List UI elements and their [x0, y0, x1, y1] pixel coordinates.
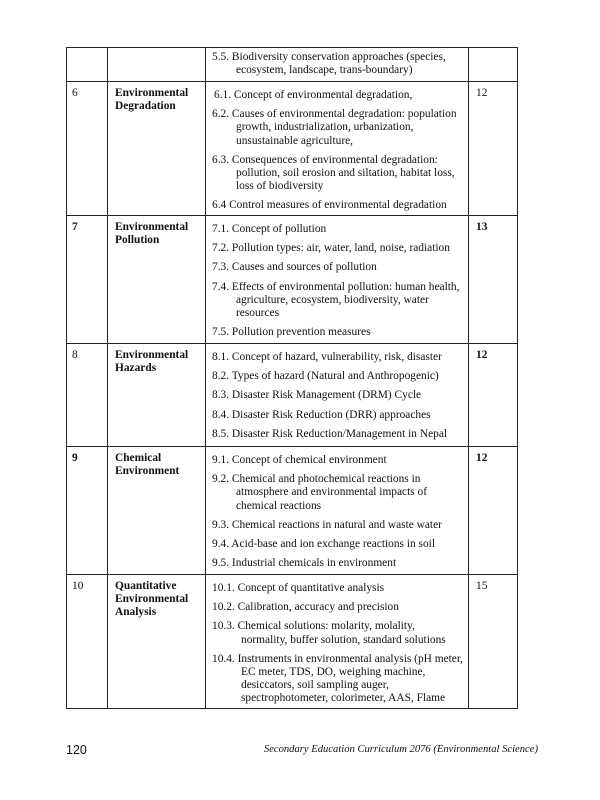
topic-item: 6.1. Concept of environmental degradation, — [214, 89, 413, 101]
unit-number: 9 — [67, 447, 108, 575]
topic-item: 10.3. Chemical solutions: molarity, molality, normality, buffer solution, standard solutions — [212, 620, 446, 646]
topic-item: 9.4. Acid-base and ion exchange reactions in soil — [212, 538, 436, 551]
table-row — [67, 216, 518, 344]
page-number: 120 — [66, 743, 87, 757]
topic-item: 6.3. Consequences of environmental degradation: pollution, soil erosion and siltation, habitat loss, loss of biodiversity — [212, 153, 455, 193]
topic-item: 6.2. Causes of environmental degradation: population growth, industrialization, urbanization, unsustainable agriculture, — [212, 108, 457, 147]
table-row — [67, 344, 518, 447]
unit-title: Environmental Degradation — [108, 82, 206, 216]
unit-topics — [206, 82, 469, 216]
topic-item: 8.3. Disaster Risk Management (DRM) Cycle — [212, 389, 422, 402]
topic-item: 6.4 Control measures of environmental degradation — [212, 199, 447, 212]
teaching-hours: 13 — [469, 216, 518, 344]
topic-item: 7.1. Concept of pollution — [212, 223, 327, 235]
topic-item: 7.2. Pollution types: air, water, land, noise, radiation — [212, 242, 450, 255]
topic-item: 10.2. Calibration, accuracy and precision — [212, 601, 399, 614]
unit-topics — [206, 216, 469, 344]
topic-item: 7.5. Pollution prevention measures — [212, 326, 371, 339]
topic-item: 9.2. Chemical and photochemical reactions in atmosphere and environmental impacts of chemical reactions — [212, 473, 428, 512]
teaching-hours — [469, 48, 518, 82]
table-row — [67, 447, 518, 575]
topic-item: 5.5. Biodiversity conservation approaches (species, ecosystem, landscape, trans-boundary) — [212, 51, 446, 77]
unit-topics — [206, 447, 469, 575]
unit-title: Chemical Environment — [108, 447, 206, 575]
unit-title — [108, 48, 206, 82]
unit-title: Environmental Hazards — [108, 344, 206, 447]
teaching-hours: 15 — [469, 575, 518, 709]
unit-topics — [206, 48, 469, 82]
teaching-hours: 12 — [469, 344, 518, 447]
unit-title: Environmental Pollution — [108, 216, 206, 344]
unit-number: 6 — [67, 82, 108, 216]
topic-item: 8.4. Disaster Risk Reduction (DRR) approaches — [212, 408, 431, 421]
topic-item: 8.2. Types of hazard (Natural and Anthropogenic) — [212, 370, 439, 383]
unit-title: Quantitative Environmental Analysis — [108, 575, 206, 709]
topic-item: 9.5. Industrial chemicals in environment — [212, 557, 397, 570]
topic-item: 7.3. Causes and sources of pollution — [212, 261, 377, 274]
running-footer-title: Secondary Education Curriculum 2076 (Environmental Science) — [263, 744, 538, 755]
topic-item: 7.4. Effects of environmental pollution: human health, agriculture, ecosystem, biodiversity, water resources — [212, 280, 460, 320]
unit-number — [67, 48, 108, 82]
table-row — [67, 48, 518, 82]
topic-item: 10.4. Instruments in environmental analysis (pH meter, EC meter, TDS, DO, weighing machine, desiccators, soil sampling auger, spectrophotometer, colorimeter, AAS, Flame — [212, 652, 464, 705]
table-row — [67, 82, 518, 216]
page-footer — [66, 743, 538, 759]
unit-topics — [206, 575, 469, 709]
unit-number: 10 — [67, 575, 108, 709]
topic-item: 8.1. Concept of hazard, vulnerability, risk, disaster — [212, 351, 442, 363]
unit-number: 8 — [67, 344, 108, 447]
unit-number: 7 — [67, 216, 108, 344]
topic-item: 9.3. Chemical reactions in natural and waste water — [212, 518, 442, 531]
teaching-hours: 12 — [469, 447, 518, 575]
topic-item: 9.1. Concept of chemical environment — [212, 454, 387, 466]
curriculum-table — [66, 47, 518, 709]
topic-item: 10.1. Concept of quantitative analysis — [212, 582, 385, 594]
topic-item: 8.5. Disaster Risk Reduction/Management in Nepal — [212, 427, 448, 440]
teaching-hours: 12 — [469, 82, 518, 216]
table-row — [67, 575, 518, 709]
unit-topics — [206, 344, 469, 447]
